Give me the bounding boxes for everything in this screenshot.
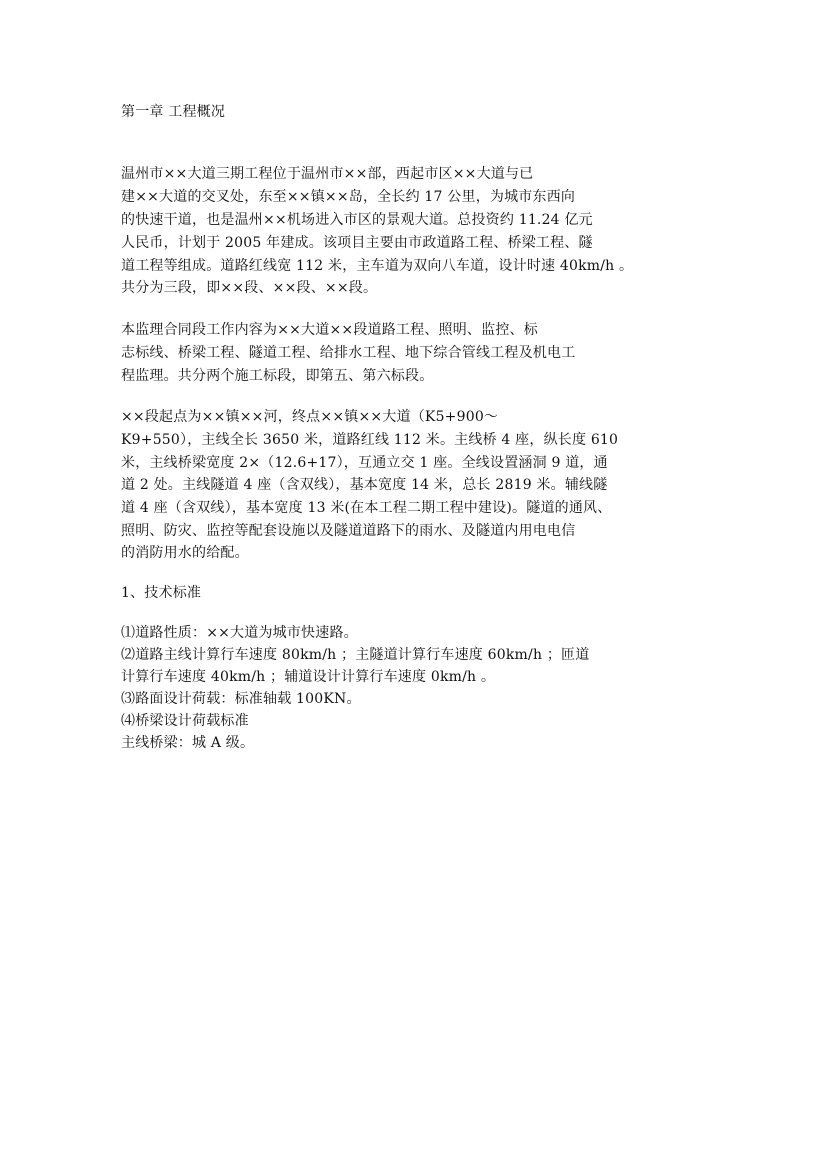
paragraph-line: 道 2 处。主线隧道 4 座（含双线），基本宽度 14 米，总长 2819 米。辅线隧 (121, 477, 608, 493)
paragraph-line: 照明、防灾、监控等配套设施以及隧道道路下的雨水、及隧道内用电电信 (121, 523, 576, 539)
list-item: ⑵道路主线计算行车速度 80km/h ；主隧道计算行车速度 60km/h ；匝道 (121, 647, 590, 663)
paragraph-line: 共分为三段，即××段、××段、××段。 (121, 280, 378, 296)
list-item: ⑴道路性质：××大道为城市快速路。 (121, 625, 358, 641)
paragraph-line: 人民币，计划于 2005 年建成。该项目主要由市政道路工程、桥梁工程、隧 (121, 235, 593, 251)
paragraph-line: 米，主线桥梁宽度 2×（12.6+17），互通立交 1 座。全线设置涵洞 9 道，通 (121, 455, 608, 471)
paragraph-line: 道 4 座（含双线），基本宽度 13 米(在本工程二期工程中建设)。隧道的通风、 (121, 500, 612, 516)
paragraph-line: 本监理合同段工作内容为××大道××段道路工程、照明、监控、标 (121, 322, 538, 338)
paragraph-line: K9+550），主线全长 3650 米，道路红线 112 米。主线桥 4 座，纵长度 610 (121, 432, 619, 448)
paragraph-line: 温州市××大道三期工程位于温州市××部，西起市区××大道与已 (121, 166, 534, 182)
list-item: 计算行车速度 40km/h ；辅道设计计算行车速度 0km/h 。 (121, 669, 496, 685)
list-item: ⑶路面设计荷载：标准轴载 100KN。 (121, 691, 361, 707)
section-title: 1、技术标准 (121, 585, 202, 601)
paragraph-line: 道工程等组成。道路红线宽 112 米，主车道为双向八车道，设计时速 40km/h 。 (121, 258, 634, 274)
paragraph-line: 的消防用水的给配。 (121, 545, 249, 561)
paragraph-line: 的快速干道，也是温州××机场进入市区的景观大道。总投资约 11.24 亿元 (121, 212, 593, 228)
list-item: ⑷桥梁设计荷载标准 (121, 713, 249, 729)
list-item: 主线桥梁：城 A 级。 (121, 735, 255, 751)
paragraph-line: 志标线、桥梁工程、隧道工程、给排水工程、地下综合管线工程及机电工 (121, 345, 576, 361)
paragraph-line: ××段起点为××镇××河，终点××镇××大道（K5+900～ (121, 409, 499, 425)
paragraph-line: 建××大道的交叉处，东至××镇××岛，全长约 17 公里，为城市东西向 (121, 189, 576, 205)
paragraph-line: 程监理。共分两个施工标段，即第五、第六标段。 (121, 368, 434, 384)
chapter-title: 第一章 工程概况 (121, 104, 226, 120)
